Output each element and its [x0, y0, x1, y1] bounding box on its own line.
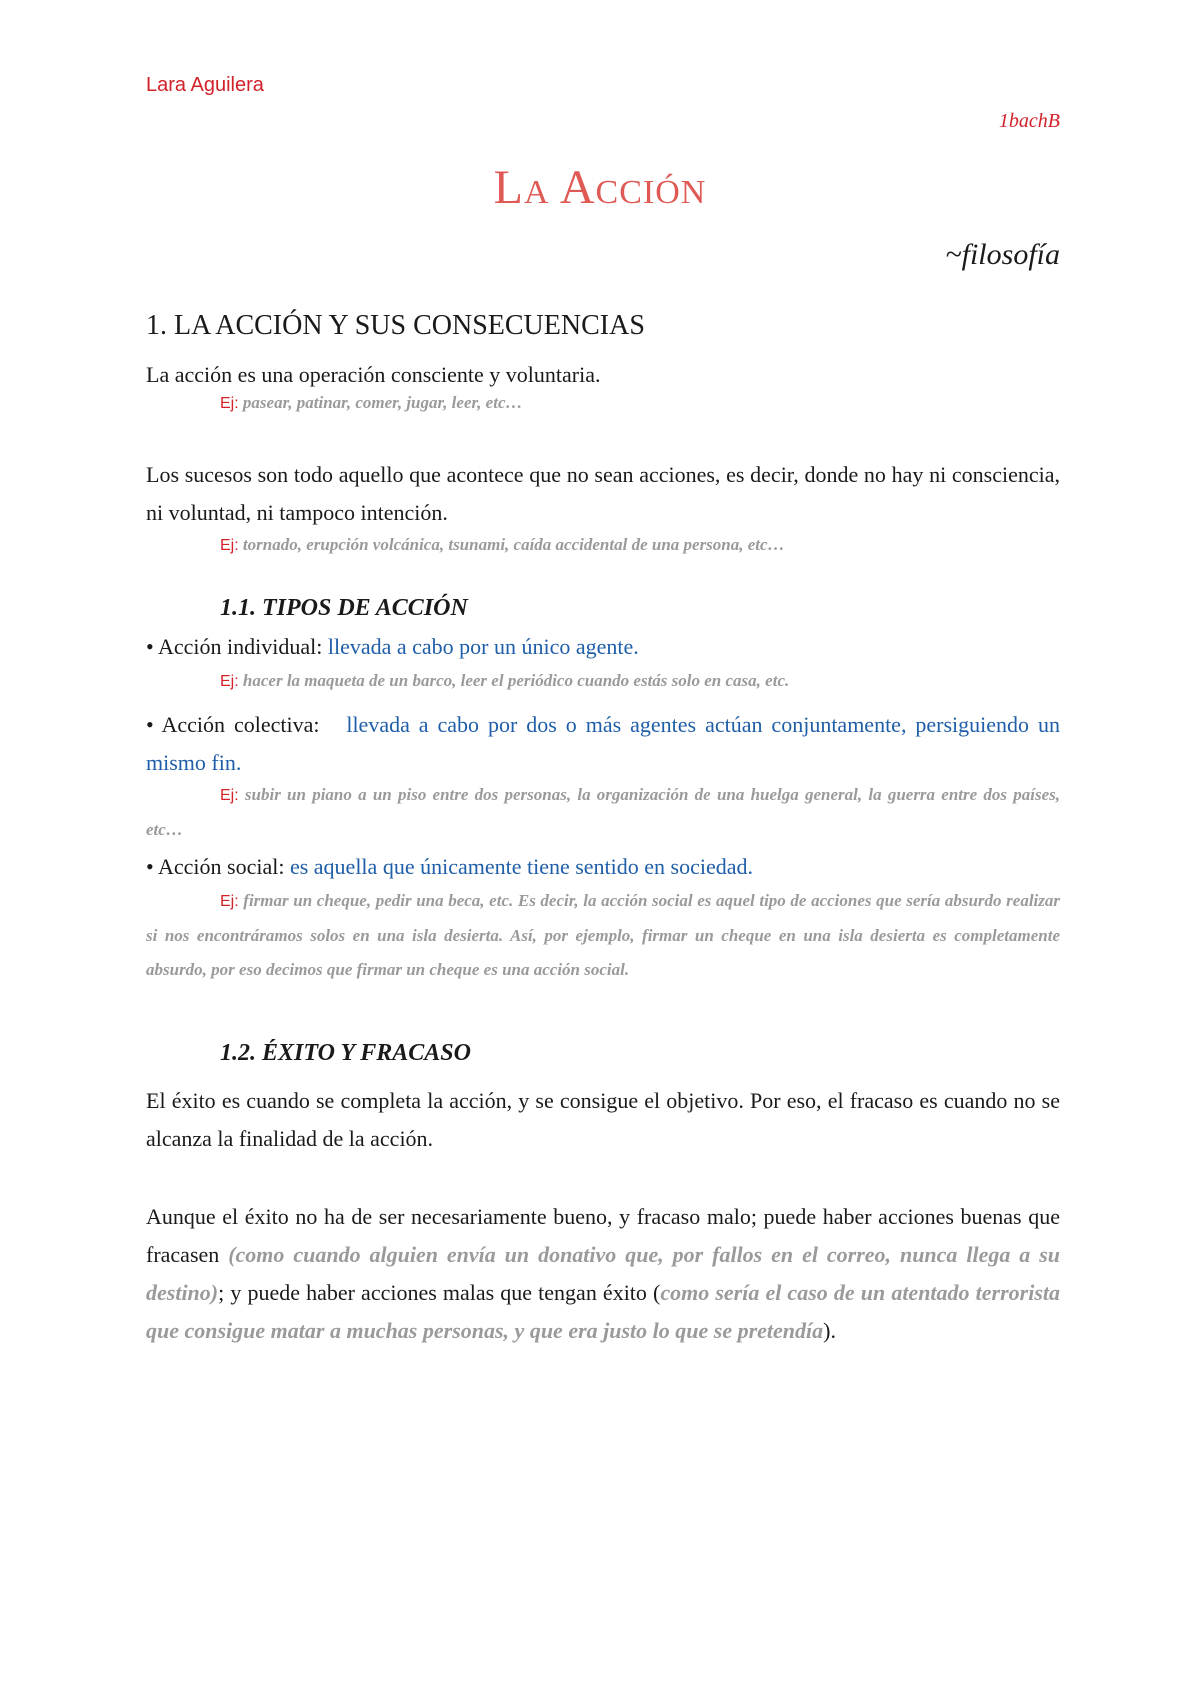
bullet-individual: [146, 628, 1060, 666]
body-text: Aunque el éxito no ha de ser necesariamente bueno, y fracaso malo; puede haber acciones buenas que fracasen: [146, 1204, 1060, 1267]
term-label: Acción individual:: [158, 634, 323, 659]
bullet-icon: •: [146, 634, 154, 659]
term-label: Acción social:: [158, 854, 285, 879]
example-accion: [146, 386, 1060, 421]
example-colectiva: [146, 778, 1060, 847]
bullet-social: [146, 848, 1060, 886]
example-social: [146, 884, 1060, 987]
example-label: Ej:: [220, 537, 239, 554]
term-definition: es aquella que únicamente tiene sentido en sociedad.: [289, 854, 754, 879]
example-individual: [146, 664, 1060, 699]
example-text: firmar un cheque, pedir una beca, etc. Es decir, la acción social es aquel tipo de acciones que sería absurdo realizar si nos encontráramos solos en una isla desierta. Así, por ejemplo, firmar un cheque en una isla desierta es completamente absurdo, por eso decimos que firmar un cheque es una acción social.: [146, 891, 1061, 979]
term-label: Acción colectiva:: [161, 712, 320, 737]
bullet-colectiva: [146, 706, 1060, 782]
definition-exito-fracaso: El éxito es cuando se completa la acción, y se consigue el objetivo. Por eso, el fracaso es cuando no se alcanza la finalidad de la acción.: [146, 1088, 1060, 1151]
section-heading-1-2: 1.2. ÉXITO Y FRACASO: [220, 1040, 471, 1066]
example-text: subir un piano a un piso entre dos personas, la organización de una huelga general, la guerra entre dos países, etc…: [146, 785, 1060, 839]
emphasis-example: como sería el caso de un atentado terrorista que consigue matar a muchas personas, y que era justo lo que se pretendía: [146, 1280, 1060, 1343]
example-label: Ej:: [220, 395, 239, 412]
example-sucesos: [146, 528, 1060, 563]
definition-accion: La acción es una operación consciente y voluntaria.: [146, 362, 601, 387]
body-text: ; y puede haber acciones malas que tengan éxito (: [218, 1280, 661, 1305]
section-heading-1: 1. LA ACCIÓN Y SUS CONSECUENCIAS: [146, 310, 645, 341]
body-text: ).: [823, 1318, 836, 1343]
course-label: 1bachB: [998, 110, 1060, 132]
example-label: Ej:: [220, 893, 239, 910]
example-text: tornado, erupción volcánica, tsunami, caída accidental de una persona, etc…: [242, 535, 785, 554]
page-title: La Acción: [493, 161, 707, 214]
term-definition: llevada a cabo por un único agente.: [327, 634, 639, 659]
example-text: pasear, patinar, comer, jugar, leer, etc…: [242, 393, 523, 412]
definition-sucesos: Los sucesos son todo aquello que acontece que no sean acciones, es decir, donde no hay ni consciencia, ni voluntad, ni tampoco intención.: [146, 462, 1060, 525]
example-text: hacer la maqueta de un barco, leer el periódico cuando estás solo en casa, etc.: [242, 671, 790, 690]
author-name: Lara Aguilera: [146, 74, 264, 96]
bullet-icon: •: [146, 712, 154, 737]
bullet-icon: •: [146, 854, 154, 879]
emphasis-example: (como cuando alguien envía un donativo que, por fallos en el correo, nunca llega a su destino): [146, 1242, 1060, 1305]
section-heading-1-1: 1.1. TIPOS DE ACCIÓN: [220, 595, 468, 621]
example-label: Ej:: [220, 673, 239, 690]
subject-label: ~filosofía: [945, 238, 1060, 271]
example-label: Ej:: [220, 787, 239, 804]
paragraph-exito-bueno-malo: [146, 1198, 1060, 1350]
term-definition: llevada a cabo por dos o más agentes actúan conjuntamente, persiguiendo un mismo fin.: [146, 712, 1060, 775]
